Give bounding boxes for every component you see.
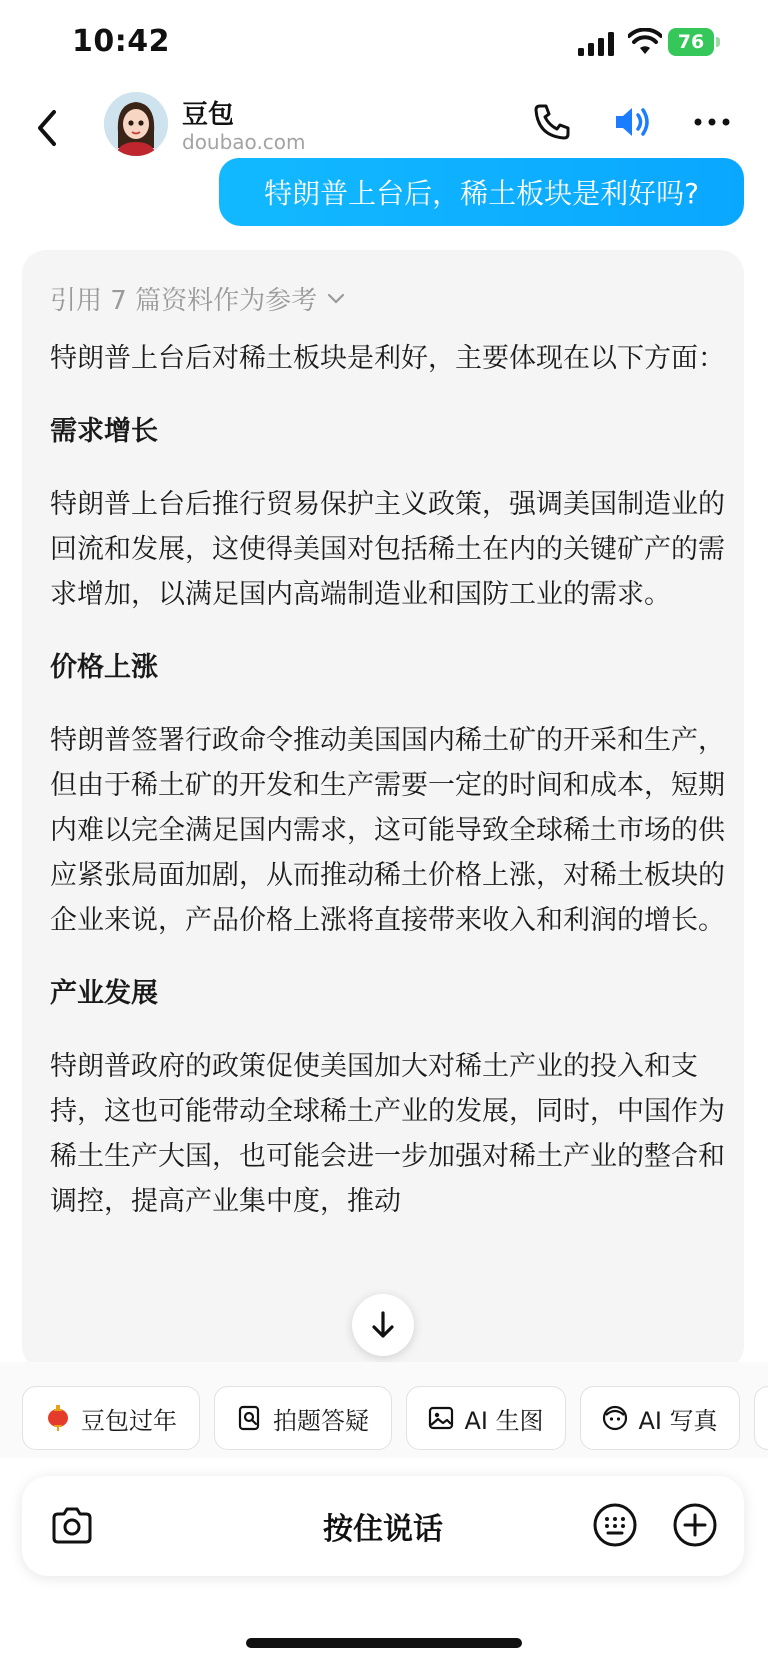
section-text: 特朗普政府的政策促使美国加大对稀土产业的投入和支持，这也可能带动全球稀土产业的发展，同时，中国作为稀土生产大国，也可能会进一步加强对稀土产业的整合和调控，提高产业集中度，推动 <box>50 1051 725 1217</box>
user-message-text: 特朗普上台后，稀土板块是利好吗? <box>264 177 699 210</box>
hold-to-talk-label: 按住说话 <box>323 1512 443 1547</box>
back-icon[interactable] <box>28 102 68 154</box>
plus-icon[interactable] <box>672 1502 718 1548</box>
bot-domain: doubao.com <box>182 130 306 154</box>
quick-actions-bar <box>0 1362 768 1458</box>
section-title: 价格上涨 <box>50 652 158 683</box>
section-title: 产业发展 <box>50 978 158 1009</box>
more-icon[interactable] <box>690 100 734 144</box>
answer-body <box>50 336 730 1252</box>
section-text: 特朗普上台后推行贸易保护主义政策，强调美国制造业的回流和发展，这使得美国对包括稀土在内的关键矿产的需求增加，以满足国内高端制造业和国防工业的需求。 <box>50 489 725 610</box>
chip-ai-portrait[interactable] <box>580 1386 740 1450</box>
section-text: 特朗普签署行政命令推动美国国内稀土矿的开采和生产，但由于稀土矿的开发和生产需要一定的时间和成本，短期内难以完全满足国内需求，这可能导致全球稀土市场的供应紧张局面加剧，从而推动稀土价格上涨，对稀土板块的企业来说，产品价格上涨将直接带来收入和利润的增长。 <box>50 725 725 936</box>
bot-answer-card <box>22 250 744 1370</box>
keyboard-icon[interactable] <box>592 1502 638 1548</box>
chip-photo-qa[interactable] <box>214 1386 392 1450</box>
lantern-icon <box>45 1405 71 1431</box>
status-time: 10:42 <box>72 24 170 59</box>
phone-icon[interactable] <box>530 100 574 144</box>
section-title: 需求增长 <box>50 416 158 447</box>
image-icon <box>428 1405 454 1431</box>
chip-label: 豆包过年 <box>81 1406 177 1435</box>
arrow-down-icon <box>369 1310 397 1340</box>
avatar[interactable] <box>104 92 168 156</box>
chip-doubao-new-year[interactable] <box>22 1386 200 1450</box>
user-message-bubble[interactable] <box>219 158 744 226</box>
scroll-to-bottom-button[interactable] <box>352 1294 414 1356</box>
chip-label: AI 写真 <box>638 1406 718 1435</box>
cellular-signal-icon <box>578 32 618 56</box>
speaker-icon[interactable] <box>610 100 654 144</box>
chip-ai-image[interactable] <box>406 1386 566 1450</box>
references-label: 引用 7 篇资料作为参考 <box>50 286 318 316</box>
chip-label: 拍题答疑 <box>273 1406 369 1435</box>
photo-search-icon <box>237 1405 263 1431</box>
answer-intro: 特朗普上台后对稀土板块是利好，主要体现在以下方面： <box>50 343 725 374</box>
wifi-icon <box>628 28 662 56</box>
input-bar <box>22 1476 744 1576</box>
camera-icon[interactable] <box>50 1504 94 1548</box>
battery-level: 76 <box>677 31 705 53</box>
face-icon <box>602 1405 628 1431</box>
home-indicator <box>246 1638 522 1648</box>
chip-more[interactable] <box>754 1386 768 1450</box>
battery-indicator <box>668 28 714 56</box>
chip-label: AI 生图 <box>464 1406 544 1435</box>
avatar-girl-icon <box>104 92 168 156</box>
status-bar <box>0 0 768 86</box>
bot-name: 豆包 <box>182 100 235 130</box>
references-toggle[interactable] <box>50 280 345 317</box>
chevron-down-icon <box>327 293 345 305</box>
